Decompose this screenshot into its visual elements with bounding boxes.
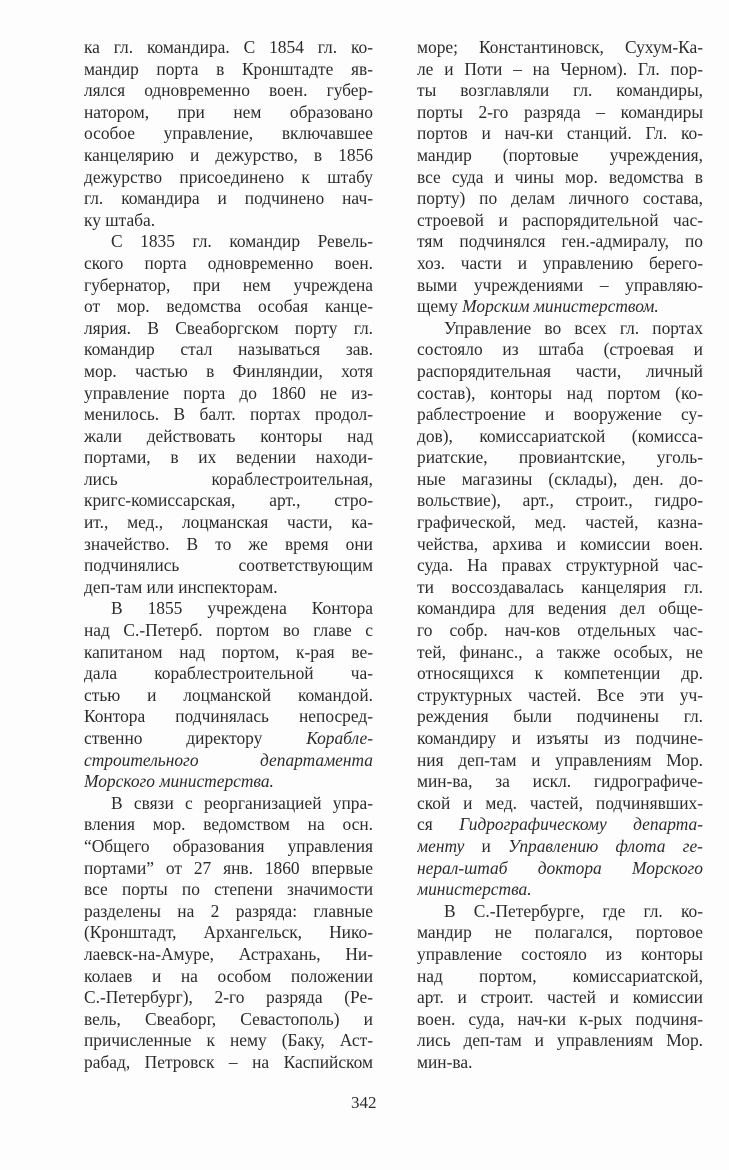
text-line: стью и лоцманской командой. [84,684,373,705]
text-line: ти воссоздавалась канцелярия гл. [417,576,703,597]
text-line: В С.-Петербурге, где гл. ко- [444,900,703,921]
text-line: ные магазины (склады), ден. до- [417,468,703,489]
text-line: вель, Свеаборг, Севастополь) и [84,1008,373,1029]
text-line: подчинялись соответствующим [84,555,373,576]
text-line: над С.-Петерб. портом во главе с [84,620,373,641]
text-line: раблестроение и вооружение су- [417,404,703,425]
text-line: С 1835 гл. командир Ревель- [111,231,373,252]
text-line: натором, при нем образовано [84,101,373,122]
text-line: вления мор. ведомством на осн. [84,814,373,835]
italic-reference: строительного департамента [84,749,373,770]
text-line: графической, мед. частей, казна- [417,512,703,533]
text-line: ка гл. командира. С 1854 гл. ко- [84,37,373,57]
text-line: воен. суда, нач-ки к-рых подчиня- [417,1008,703,1029]
text-line: над портом, комиссариатской, [417,965,703,986]
text-line: все порты по степени значимости [84,879,373,900]
text-line: менилось. В балт. портах продол- [84,404,373,425]
text-line: ит., мед., лоцманская части, ка- [84,512,373,533]
text-line: командиру и изъяты из подчине- [417,728,703,748]
text-line: лялся одновременно воен. губер- [84,80,373,101]
text-line [417,879,703,901]
paragraph [84,231,373,598]
text-line: го собр. нач-ков отдельных час- [417,620,703,641]
left-column [84,37,373,1074]
paragraph [84,793,373,1074]
text-line: портов и нач-ки станций. Гл. ко- [417,123,703,144]
text-line: структурных частей. Все эти уч- [417,684,703,705]
text-line: лись кораблестроительная, [84,468,373,489]
text-line: колаев и на особом положении [84,965,373,986]
text-line [84,750,373,772]
text-line: дов), комиссариатской (комисса- [417,425,703,446]
text-line: состояло из штаба (строевая и [417,339,703,360]
text-line: В связи с реорганизацией упра- [111,792,373,813]
text-line: значейство. В то же время они [84,533,373,554]
text-line: управление состояло из конторы [417,943,703,964]
text-line: гл. командира и подчинено нач- [84,188,373,209]
text-line: состав), конторы над портом (ко- [417,382,703,403]
text-line: относящихся к компетенции др. [417,663,703,684]
text-line: портами, в их ведении находи- [84,447,373,468]
paragraph [84,37,373,231]
text-line: ле и Поти – на Черном). Гл. пор- [417,58,703,79]
text-line: риатские, провиантские, уголь- [417,447,703,468]
text-line: от мор. ведомства особая канце- [84,296,373,317]
paragraph [84,598,373,792]
text-line [84,771,373,793]
text-line: ния деп-там и управлениям Мор. [417,749,703,770]
italic-reference: министерства. [417,879,532,900]
text-segment: щему [417,296,463,317]
text-line: Контора подчинялась непосред- [84,706,373,727]
text-line: чейства, архива и комиссии воен. [417,533,703,554]
text-line: командир стал называться зав. [84,339,373,360]
text-line: ты возглавляли гл. командиры, [417,80,703,101]
text-line: (Кронштадт, Архангельск, Нико- [84,922,373,943]
text-line: арт. и строит. частей и комиссии [417,987,703,1008]
text-line: выми учреждениями – управляю- [417,274,703,295]
page-number: 342 [351,1093,377,1112]
italic-reference: Морского министерства. [84,771,274,792]
italic-reference: менту [417,835,465,856]
text-line: строевой и распорядительной час- [417,209,703,230]
text-line: дала кораблестроительной ча- [84,663,373,684]
text-line: тей, финанс., а также особых, не [417,641,703,662]
text-line: портами” от 27 янв. 1860 впервые [84,857,373,878]
text-line: дежурство присоединено к штабу [84,166,373,187]
text-line: порты 2-го разряда – командиры [417,101,703,122]
italic-reference: нерал-штаб доктора Морского [417,857,703,878]
text-line: В 1855 учреждена Контора [111,598,373,619]
text-line: губернатор, при нем учреждена [84,274,373,295]
text-line: управление порта до 1860 не из- [84,382,373,403]
text-line [417,296,703,318]
text-line: реждения были подчинены гл. [417,706,703,727]
text-line: С.-Петербург), 2-го разряда (Ре- [84,987,373,1008]
text-line: все суда и чины мор. ведомства в [417,166,703,187]
text-line: канцелярию и дежурство, в 1856 [84,144,373,165]
text-line: мин-ва, за искл. гидрографиче- [417,771,703,792]
text-line: вольствие), арт., строит., гидро- [417,490,703,511]
paragraph [417,37,703,318]
text-line [84,728,373,750]
text-line: “Общего образования управления [84,835,373,856]
text-line: мандир не полагался, портовое [417,922,703,943]
text-line: Управление во всех гл. портах [444,317,703,338]
text-line: командира для ведения дел обще- [417,598,703,619]
text-segment: ственно директору [84,728,307,748]
text-line: хоз. части и управлению берего- [417,252,703,273]
text-line: лярия. В Свеаборгском порту гл. [84,317,373,338]
text-line: капитаном над портом, к-рая ве- [84,641,373,662]
text-line: кригс-комиссарская, арт., стро- [84,490,373,511]
text-line: мандир (портовые учреждения, [417,144,703,165]
text-line [417,814,703,836]
text-line: ского порта одновременно воен. [84,252,373,273]
italic-reference: Управлению флота ге- [508,835,703,856]
text-line: рабад, Петровск – на Каспийском [84,1051,373,1072]
text-line: порту) по делам личного состава, [417,188,703,209]
text-line: море; Константиновск, Сухум-Ка- [417,37,703,57]
text-line: деп-там или инспекторам. [84,576,278,597]
text-line: суда. На правах структурной час- [417,555,703,576]
text-line: лись деп-там и управлениям Мор. [417,1030,703,1051]
text-segment: и [464,835,509,856]
text-line: лаевск-на-Амуре, Астрахань, Ни- [84,943,373,964]
text-line: ской и мед. частей, подчинявших- [417,792,703,813]
text-line [417,858,703,880]
text-line: мандир порта в Кронштадте яв- [84,58,373,79]
text-line: мор. частью в Финляндии, хотя [84,360,373,381]
italic-reference: Морским министерством. [462,296,659,317]
text-line: жали действовать конторы над [84,425,373,446]
text-line: ку штаба. [84,209,156,230]
text-line: тям подчинялся ген.-адмиралу, по [417,231,703,252]
text-line: распорядительная части, личный [417,360,703,381]
text-line: причисленные к нему (Баку, Аст- [84,1030,373,1051]
right-column [417,37,703,1074]
text-line: особое управление, включавшее [84,123,373,144]
italic-reference: Гидрографическому департа- [459,814,703,835]
text-line: мин-ва. [417,1051,473,1072]
text-segment: ся [417,814,460,835]
italic-reference: Корабле- [306,728,373,748]
text-line: разделены на 2 разряда: главные [84,900,373,921]
text-line [417,836,703,858]
paragraph [417,318,703,901]
paragraph [417,901,703,1074]
